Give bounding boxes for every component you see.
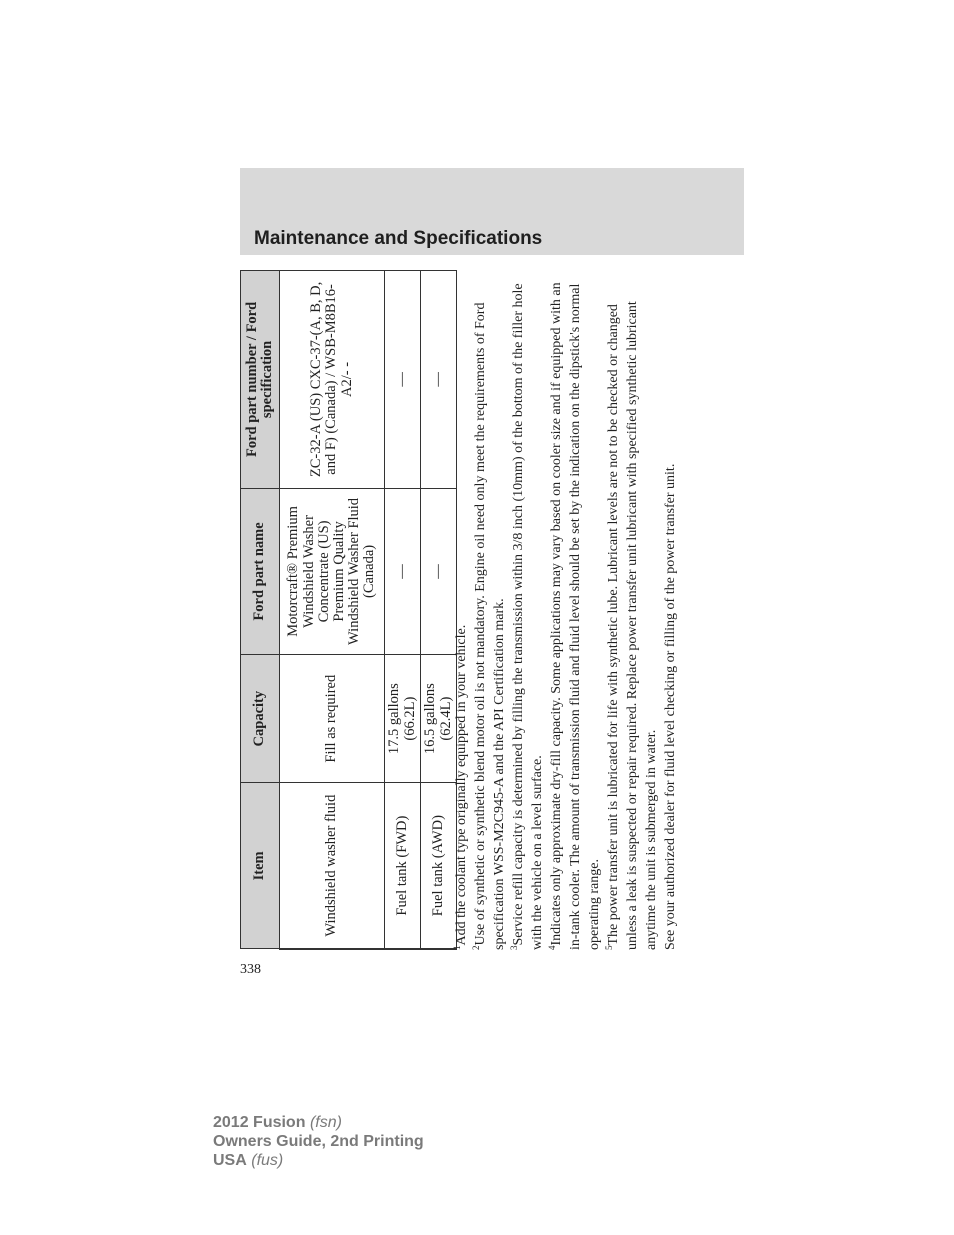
footer-guide-line bbox=[213, 1132, 424, 1151]
rotated-content bbox=[240, 270, 688, 950]
footnote-text: See your authorized dealer for fluid level checking or filling of the power transfer unit. bbox=[663, 463, 678, 950]
footnote-text: Indicates only approximate dry-fill capacity. Some applications may vary based on cooler size and if equipped with an in-tank cooler. The amount of transmission fluid and fluid level should be set by the indication on the dipstick's normal operating range. bbox=[549, 282, 602, 950]
footnote-mark: 4 bbox=[547, 945, 557, 950]
cell-capacity: 17.5 gallons (66.2L) bbox=[385, 655, 421, 783]
footnote-text: The power transfer unit is lubricated for life with synthetic lube. Lubricant levels are not to be checked or changed unless a leak is suspected or repair required. Replace power transfer unit lubricant with specified synthetic lubricant anytime the unit is submerged in water. bbox=[606, 301, 659, 950]
cell-part-name: — bbox=[385, 488, 421, 654]
footer-region: USA bbox=[213, 1152, 247, 1169]
table-row bbox=[280, 271, 385, 950]
footer-region-line bbox=[213, 1151, 424, 1170]
cell-part-name: Motorcraft® Premium Windshield Washer Concentrate (US) Premium Quality Windshield Washer Fluid (Canada) bbox=[280, 488, 385, 654]
column-header-capacity: Capacity bbox=[241, 655, 280, 783]
cell-capacity: Fill as required bbox=[280, 655, 385, 783]
footnote bbox=[509, 270, 547, 950]
section-header-band bbox=[240, 168, 744, 255]
footer-model: 2012 Fusion bbox=[213, 1114, 306, 1131]
cell-part-number: — bbox=[421, 271, 457, 489]
footer-region-code: (fus) bbox=[251, 1152, 284, 1169]
footnotes bbox=[452, 270, 680, 950]
cell-part-number: — bbox=[385, 271, 421, 489]
cell-item: Fuel tank (AWD) bbox=[421, 783, 457, 949]
footnote-mark: 1 bbox=[452, 945, 462, 950]
footnote-mark: 3 bbox=[509, 945, 519, 950]
footnote-mark: 2 bbox=[471, 945, 481, 950]
footnote bbox=[604, 270, 661, 950]
cell-item: Windshield washer fluid bbox=[280, 783, 385, 949]
footnote bbox=[547, 270, 604, 950]
footnote-text: Use of synthetic or synthetic blend motor oil is not mandatory. Engine oil need only meet the requirements of Ford specification WSS-M2C945-A and the API Certification mark. bbox=[473, 302, 507, 950]
cell-part-name: — bbox=[421, 488, 457, 654]
column-header-part-name: Ford part name bbox=[241, 488, 280, 654]
cell-capacity: 16.5 gallons (62.4L) bbox=[421, 655, 457, 783]
cell-item: Fuel tank (FWD) bbox=[385, 783, 421, 949]
section-title: Maintenance and Specifications bbox=[254, 228, 543, 249]
table-row bbox=[385, 271, 421, 950]
footnote bbox=[471, 270, 509, 950]
specifications-table bbox=[240, 270, 457, 950]
footer-guide: Owners Guide, 2nd Printing bbox=[213, 1133, 424, 1150]
footnote-text: Service refill capacity is determined by filling the transmission within 3/8 inch (10mm) of the bottom of the filler hole with the vehicle on a level surface. bbox=[511, 283, 545, 950]
footer-model-code: (fsn) bbox=[309, 1114, 342, 1131]
footnote bbox=[661, 270, 680, 950]
column-header-part-number: Ford part number / Ford specification bbox=[241, 271, 280, 489]
footnote bbox=[452, 270, 471, 950]
footer-model-line bbox=[213, 1113, 424, 1132]
column-header-item: Item bbox=[241, 783, 280, 949]
cell-part-number: ZC-32-A (US) CXC-37-(A, B, D, and F) (Canada) / WSB-M8B16-A2/- - bbox=[280, 271, 385, 489]
footnote-mark: 5 bbox=[604, 945, 614, 950]
document-footer bbox=[213, 1113, 424, 1170]
table-header-row bbox=[241, 271, 280, 950]
footnote-text: Add the coolant type originally equipped in your vehicle. bbox=[454, 624, 469, 946]
page-number: 338 bbox=[240, 962, 261, 977]
